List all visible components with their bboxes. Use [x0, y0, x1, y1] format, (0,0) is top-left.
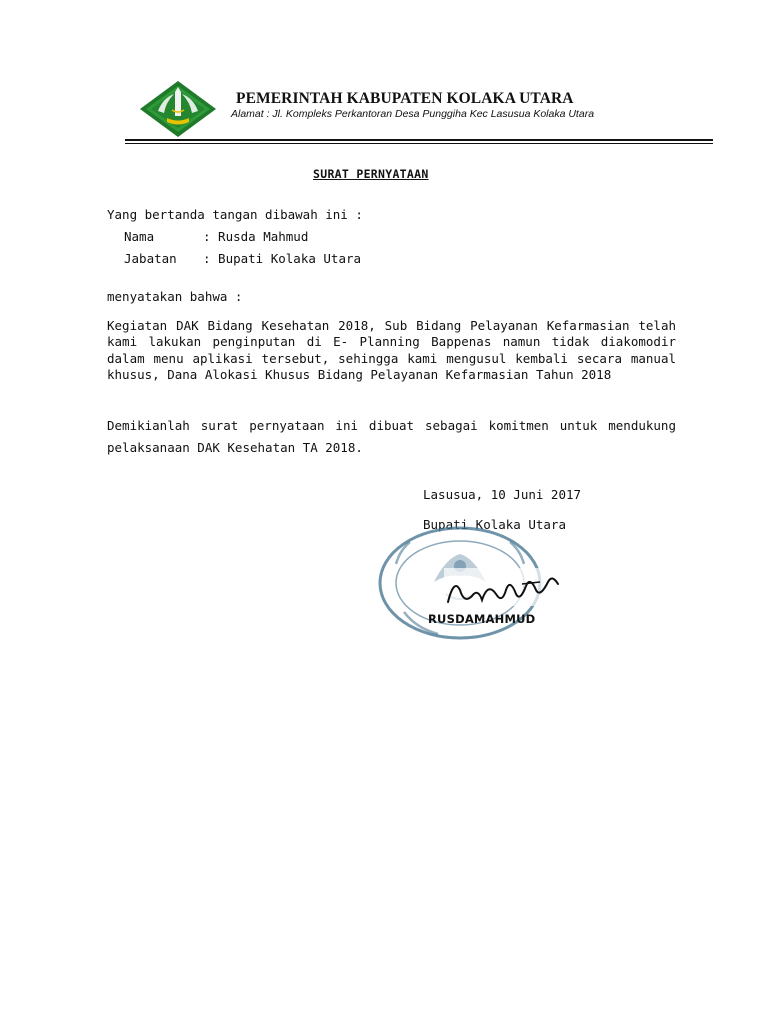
- header-divider: [125, 139, 713, 141]
- place-date: Lasusua, 10 Juni 2017: [423, 487, 582, 502]
- header-title: PEMERINTAH KABUPATEN KOLAKA UTARA: [236, 90, 574, 107]
- signatory-office: Bupati Kolaka Utara: [423, 517, 566, 532]
- field-value-jabatan: : Bupati Kolaka Utara: [203, 251, 362, 266]
- document-title: SURAT PERNYATAAN: [313, 167, 429, 181]
- closing-paragraph: Demikianlah surat pernyataan ini dibuat sebagai komitmen untuk mendukung pelaksanaan DAK Kesehatan TA 2018.: [107, 418, 676, 455]
- signatory-name: RUSDAMAHMUD: [428, 612, 536, 626]
- intro-line: Yang bertanda tangan dibawah ini :: [107, 207, 363, 222]
- header-divider-thin: [125, 143, 713, 144]
- statement-lead: menyatakan bahwa :: [107, 289, 243, 304]
- header-address: Alamat : Jl. Kompleks Perkantoran Desa Punggiha Kec Lasusua Kolaka Utara: [231, 108, 595, 120]
- statement-paragraph: Kegiatan DAK Bidang Kesehatan 2018, Sub Bidang Pelayanan Kefarmasian telah kami lakukan penginputan di E- Planning Bappenas namun tidak diakomodir dalam menu aplikasi tersebut, sehingga kami mengusul kembali secara manual khusus, Dana Alokasi Khusus Bidang Pelayanan Kefarmasian Tahun 2018: [107, 318, 676, 382]
- regency-emblem-icon: [139, 80, 217, 138]
- field-label-nama: Nama: [124, 229, 155, 244]
- field-value-nama: : Rusda Mahmud: [203, 229, 309, 244]
- handwritten-signature-icon: [440, 560, 580, 620]
- field-label-jabatan: Jabatan: [124, 251, 177, 266]
